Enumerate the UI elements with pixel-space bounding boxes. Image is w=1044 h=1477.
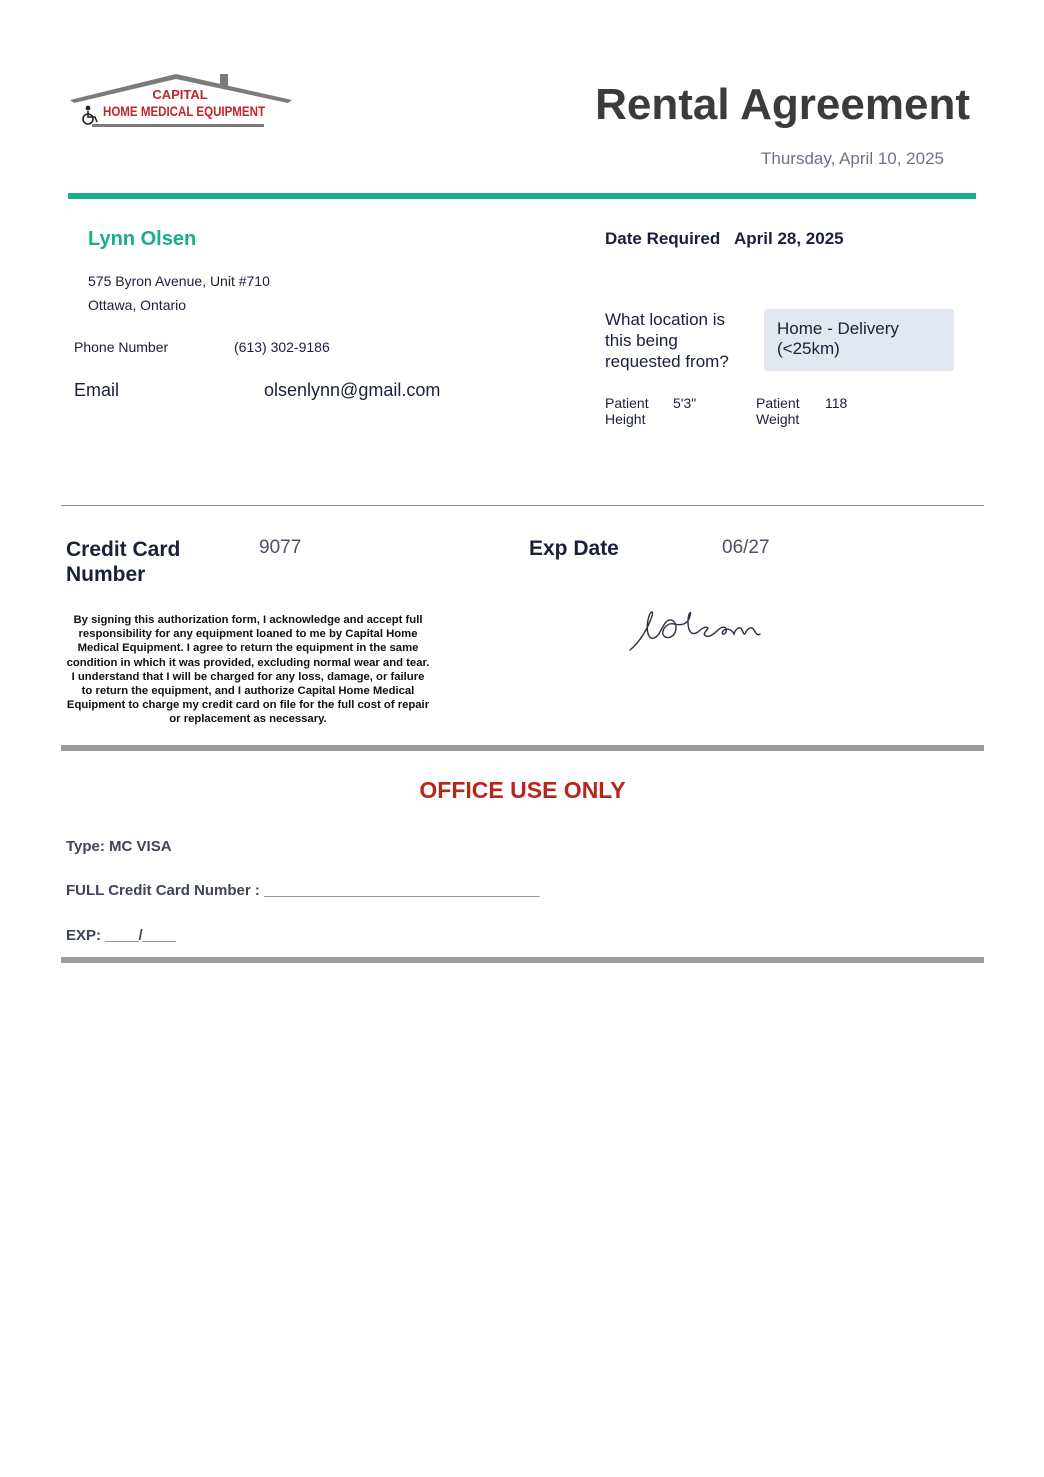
email-label: Email <box>74 380 120 400</box>
company-logo <box>66 70 296 132</box>
address-line1: 575 Byron Avenue, Unit #710 <box>88 273 270 289</box>
phone-label: Phone Number <box>74 339 169 355</box>
office-top-divider <box>61 745 984 751</box>
full-card-number-line: FULL Credit Card Number : _________________________________ <box>66 882 540 899</box>
phone-value: (613) 302-9186 <box>234 339 330 355</box>
document-date: Thursday, April 10, 2025 <box>760 149 944 168</box>
patient-height-label: Patient Height <box>605 395 649 427</box>
authorization-text: By signing this authorization form, I acknowledge and accept full responsibility for any equipment loaned to me by Capital Home Medical Equipment. I agree to return the equipment in the same condition in which it was provided, excluding normal wear and tear. I understand that I will be charged for any loss, damage, or failure to return the equipment, and I authorize Capital Home Medical Equipment to charge my credit card on file for the full cost of repair or replacement as necessary. <box>66 614 430 726</box>
section-divider <box>61 505 984 506</box>
date-required-value: April 28, 2025 <box>734 229 844 248</box>
office-use-title: OFFICE USE ONLY <box>419 777 626 803</box>
office-exp-line: EXP: ____/____ <box>66 927 177 944</box>
credit-card-value: 9077 <box>259 537 302 558</box>
page-title: Rental Agreement <box>595 80 970 129</box>
location-question: What location is this being requested from? <box>605 310 729 371</box>
exp-date-value: 06/27 <box>722 537 770 558</box>
email-value: olsenlynn@gmail.com <box>264 380 441 400</box>
office-bottom-divider <box>61 957 984 963</box>
logo-line1: CAPITAL <box>152 87 208 102</box>
patient-weight-value: 118 <box>825 395 848 411</box>
header-divider <box>68 193 976 199</box>
logo-line2: HOME MEDICAL EQUIPMENT <box>103 104 266 119</box>
address-line2: Ottawa, Ontario <box>88 297 187 313</box>
signature <box>626 606 766 658</box>
exp-date-label: Exp Date <box>529 537 619 560</box>
customer-name: Lynn Olsen <box>88 228 197 250</box>
credit-card-label: Credit Card Number <box>66 538 181 586</box>
date-required-label: Date Required <box>605 229 721 248</box>
patient-weight-label: Patient Weight <box>756 395 800 427</box>
wheelchair-icon <box>83 106 97 124</box>
patient-height-value: 5'3" <box>673 395 697 411</box>
location-answer: Home - Delivery (<25km) <box>764 309 954 371</box>
card-type-line: Type: MC VISA <box>66 838 172 855</box>
